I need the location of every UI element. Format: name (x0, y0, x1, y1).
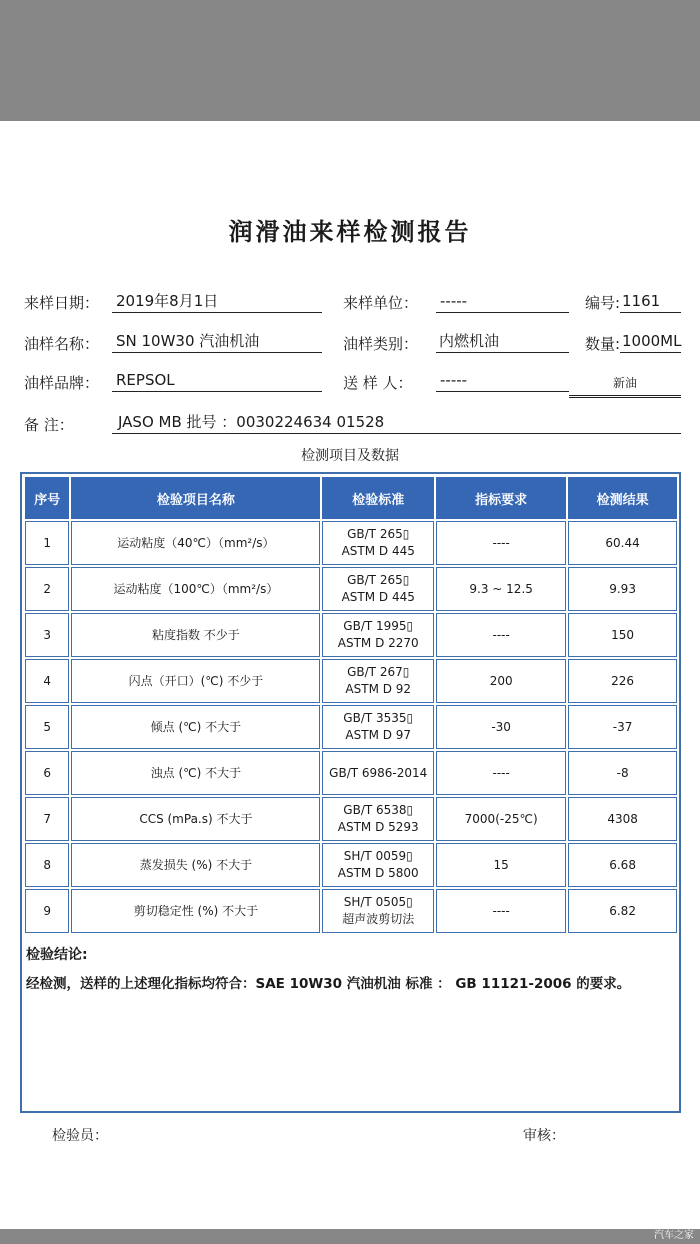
cell-result: -8 (568, 751, 677, 795)
standard-line-2: ASTM D 445 (341, 544, 415, 558)
cell-item: 粘度指数 不少于 (71, 613, 320, 657)
reviewer-label: 审核： (523, 1128, 565, 1144)
cell-standard (322, 751, 434, 795)
header-standard: 检验标准 (322, 477, 434, 519)
cell-no: 8 (25, 843, 69, 887)
cell-result: 9.93 (568, 567, 677, 611)
brand-value: REPSOL (112, 370, 322, 392)
standard-line-1: GB/T 1995▯ (343, 619, 414, 633)
cell-result: 6.68 (568, 843, 677, 887)
table-row (25, 751, 677, 795)
cell-item: 运动粘度（100℃）（mm²/s） (71, 567, 320, 611)
cell-standard (322, 705, 434, 749)
cell-item: CCS (mPa.s) 不大于 (71, 797, 320, 841)
standard-line-1: GB/T 6986-2014 (329, 765, 428, 780)
table-row (25, 705, 677, 749)
number-value: 1161 (620, 291, 681, 313)
cell-standard (322, 567, 434, 611)
watermark: 汽车之家 (654, 1230, 694, 1241)
results-table-frame (20, 472, 681, 1113)
cell-standard (322, 659, 434, 703)
quantity-label: 数量: (585, 335, 621, 353)
table-row (25, 797, 677, 841)
conclusion-label: 检验结论: (26, 947, 88, 963)
cell-item: 倾点 (℃) 不大于 (71, 705, 320, 749)
cell-requirement: 15 (436, 843, 566, 887)
header-result: 检测结果 (568, 477, 677, 519)
standard-line-2: ASTM D 5293 (337, 820, 419, 834)
cell-result: 226 (568, 659, 677, 703)
sample-date-label: 来样日期： (24, 294, 100, 312)
standard-line-2: ASTM D 5800 (337, 866, 419, 880)
standard-line-2: ASTM D 97 (345, 728, 412, 742)
cell-result: -37 (568, 705, 677, 749)
sample-date-value: 2019年8月1日 (112, 291, 322, 313)
number-label: 编号: (585, 294, 621, 312)
table-row (25, 889, 677, 933)
cell-requirement: ---- (436, 751, 566, 795)
table-row (25, 659, 677, 703)
standard-line-1: GB/T 3535▯ (343, 711, 414, 725)
cell-standard (322, 889, 434, 933)
standard-line-1: GB/T 265▯ (347, 573, 410, 587)
cell-requirement: ---- (436, 613, 566, 657)
sample-name-label: 油样名称： (24, 335, 100, 353)
table-row (25, 843, 677, 887)
cell-standard (322, 521, 434, 565)
cell-no: 9 (25, 889, 69, 933)
standard-line-1: GB/T 267▯ (347, 665, 410, 679)
sender-value: ----- (436, 370, 569, 392)
cell-requirement: 200 (436, 659, 566, 703)
quantity-value: 1000ML (620, 331, 681, 353)
cell-item: 蒸发损失 (%) 不大于 (71, 843, 320, 887)
standard-line-1: SH/T 0059▯ (343, 849, 413, 863)
cell-item: 浊点 (℃) 不大于 (71, 751, 320, 795)
unit-label: 来样单位： (343, 294, 419, 312)
cell-no: 5 (25, 705, 69, 749)
new-oil-value: 新油 (569, 373, 681, 398)
header-item: 检验项目名称 (71, 477, 320, 519)
cell-item: 剪切稳定性 (%) 不大于 (71, 889, 320, 933)
cell-no: 3 (25, 613, 69, 657)
cell-requirement: ---- (436, 889, 566, 933)
cell-no: 4 (25, 659, 69, 703)
standard-line-1: GB/T 6538▯ (343, 803, 414, 817)
cell-requirement: -30 (436, 705, 566, 749)
cell-standard (322, 613, 434, 657)
cell-no: 1 (25, 521, 69, 565)
table-row (25, 613, 677, 657)
cell-result: 4308 (568, 797, 677, 841)
cell-result: 150 (568, 613, 677, 657)
category-label: 油样类别： (343, 335, 419, 353)
cell-requirement: 7000(-25℃) (436, 797, 566, 841)
cell-requirement: ---- (436, 521, 566, 565)
remark-label: 备 注： (24, 416, 74, 434)
top-gray-bar (0, 0, 700, 121)
table-row (25, 521, 677, 565)
cell-standard (322, 797, 434, 841)
standard-line-2: ASTM D 92 (345, 682, 412, 696)
standard-line-2: 超声波剪切法 (342, 912, 415, 926)
inspector-label: 检验员： (52, 1128, 108, 1144)
remark-value: JASO MB 批号 ：0030224634 01528 (112, 412, 681, 434)
cell-item: 闪点（开口）(℃) 不少于 (71, 659, 320, 703)
sender-label: 送 样 人： (343, 374, 413, 392)
cell-no: 2 (25, 567, 69, 611)
brand-label: 油样品牌： (24, 374, 100, 392)
cell-result: 60.44 (568, 521, 677, 565)
cell-standard (322, 843, 434, 887)
report-title: 润滑油来样检测报告 (228, 217, 472, 246)
standard-line-2: ASTM D 445 (341, 590, 415, 604)
unit-value: ----- (436, 291, 569, 313)
table-row (25, 567, 677, 611)
cell-item: 运动粘度（40℃）（mm²/s） (71, 521, 320, 565)
header-no: 序号 (25, 477, 69, 519)
cell-no: 7 (25, 797, 69, 841)
category-value: 内燃机油 (436, 331, 569, 353)
cell-requirement: 9.3 ~ 12.5 (436, 567, 566, 611)
standard-line-1: SH/T 0505▯ (343, 895, 413, 909)
table-caption: 检测项目及数据 (301, 448, 399, 464)
sample-name-value: SN 10W30 汽油机油 (112, 331, 322, 353)
results-table (23, 475, 679, 935)
bottom-gray-bar (0, 1229, 700, 1244)
cell-no: 6 (25, 751, 69, 795)
cell-result: 6.82 (568, 889, 677, 933)
standard-line-2: ASTM D 2270 (337, 636, 419, 650)
header-requirement: 指标要求 (436, 477, 566, 519)
standard-line-1: GB/T 265▯ (347, 527, 410, 541)
conclusion-text: 经检测，送样的上述理化指标均符合：SAE 10W30 汽油机油 标准 ： GB 11121-2006 的要求。 (26, 976, 631, 992)
table-header-row (25, 477, 677, 519)
